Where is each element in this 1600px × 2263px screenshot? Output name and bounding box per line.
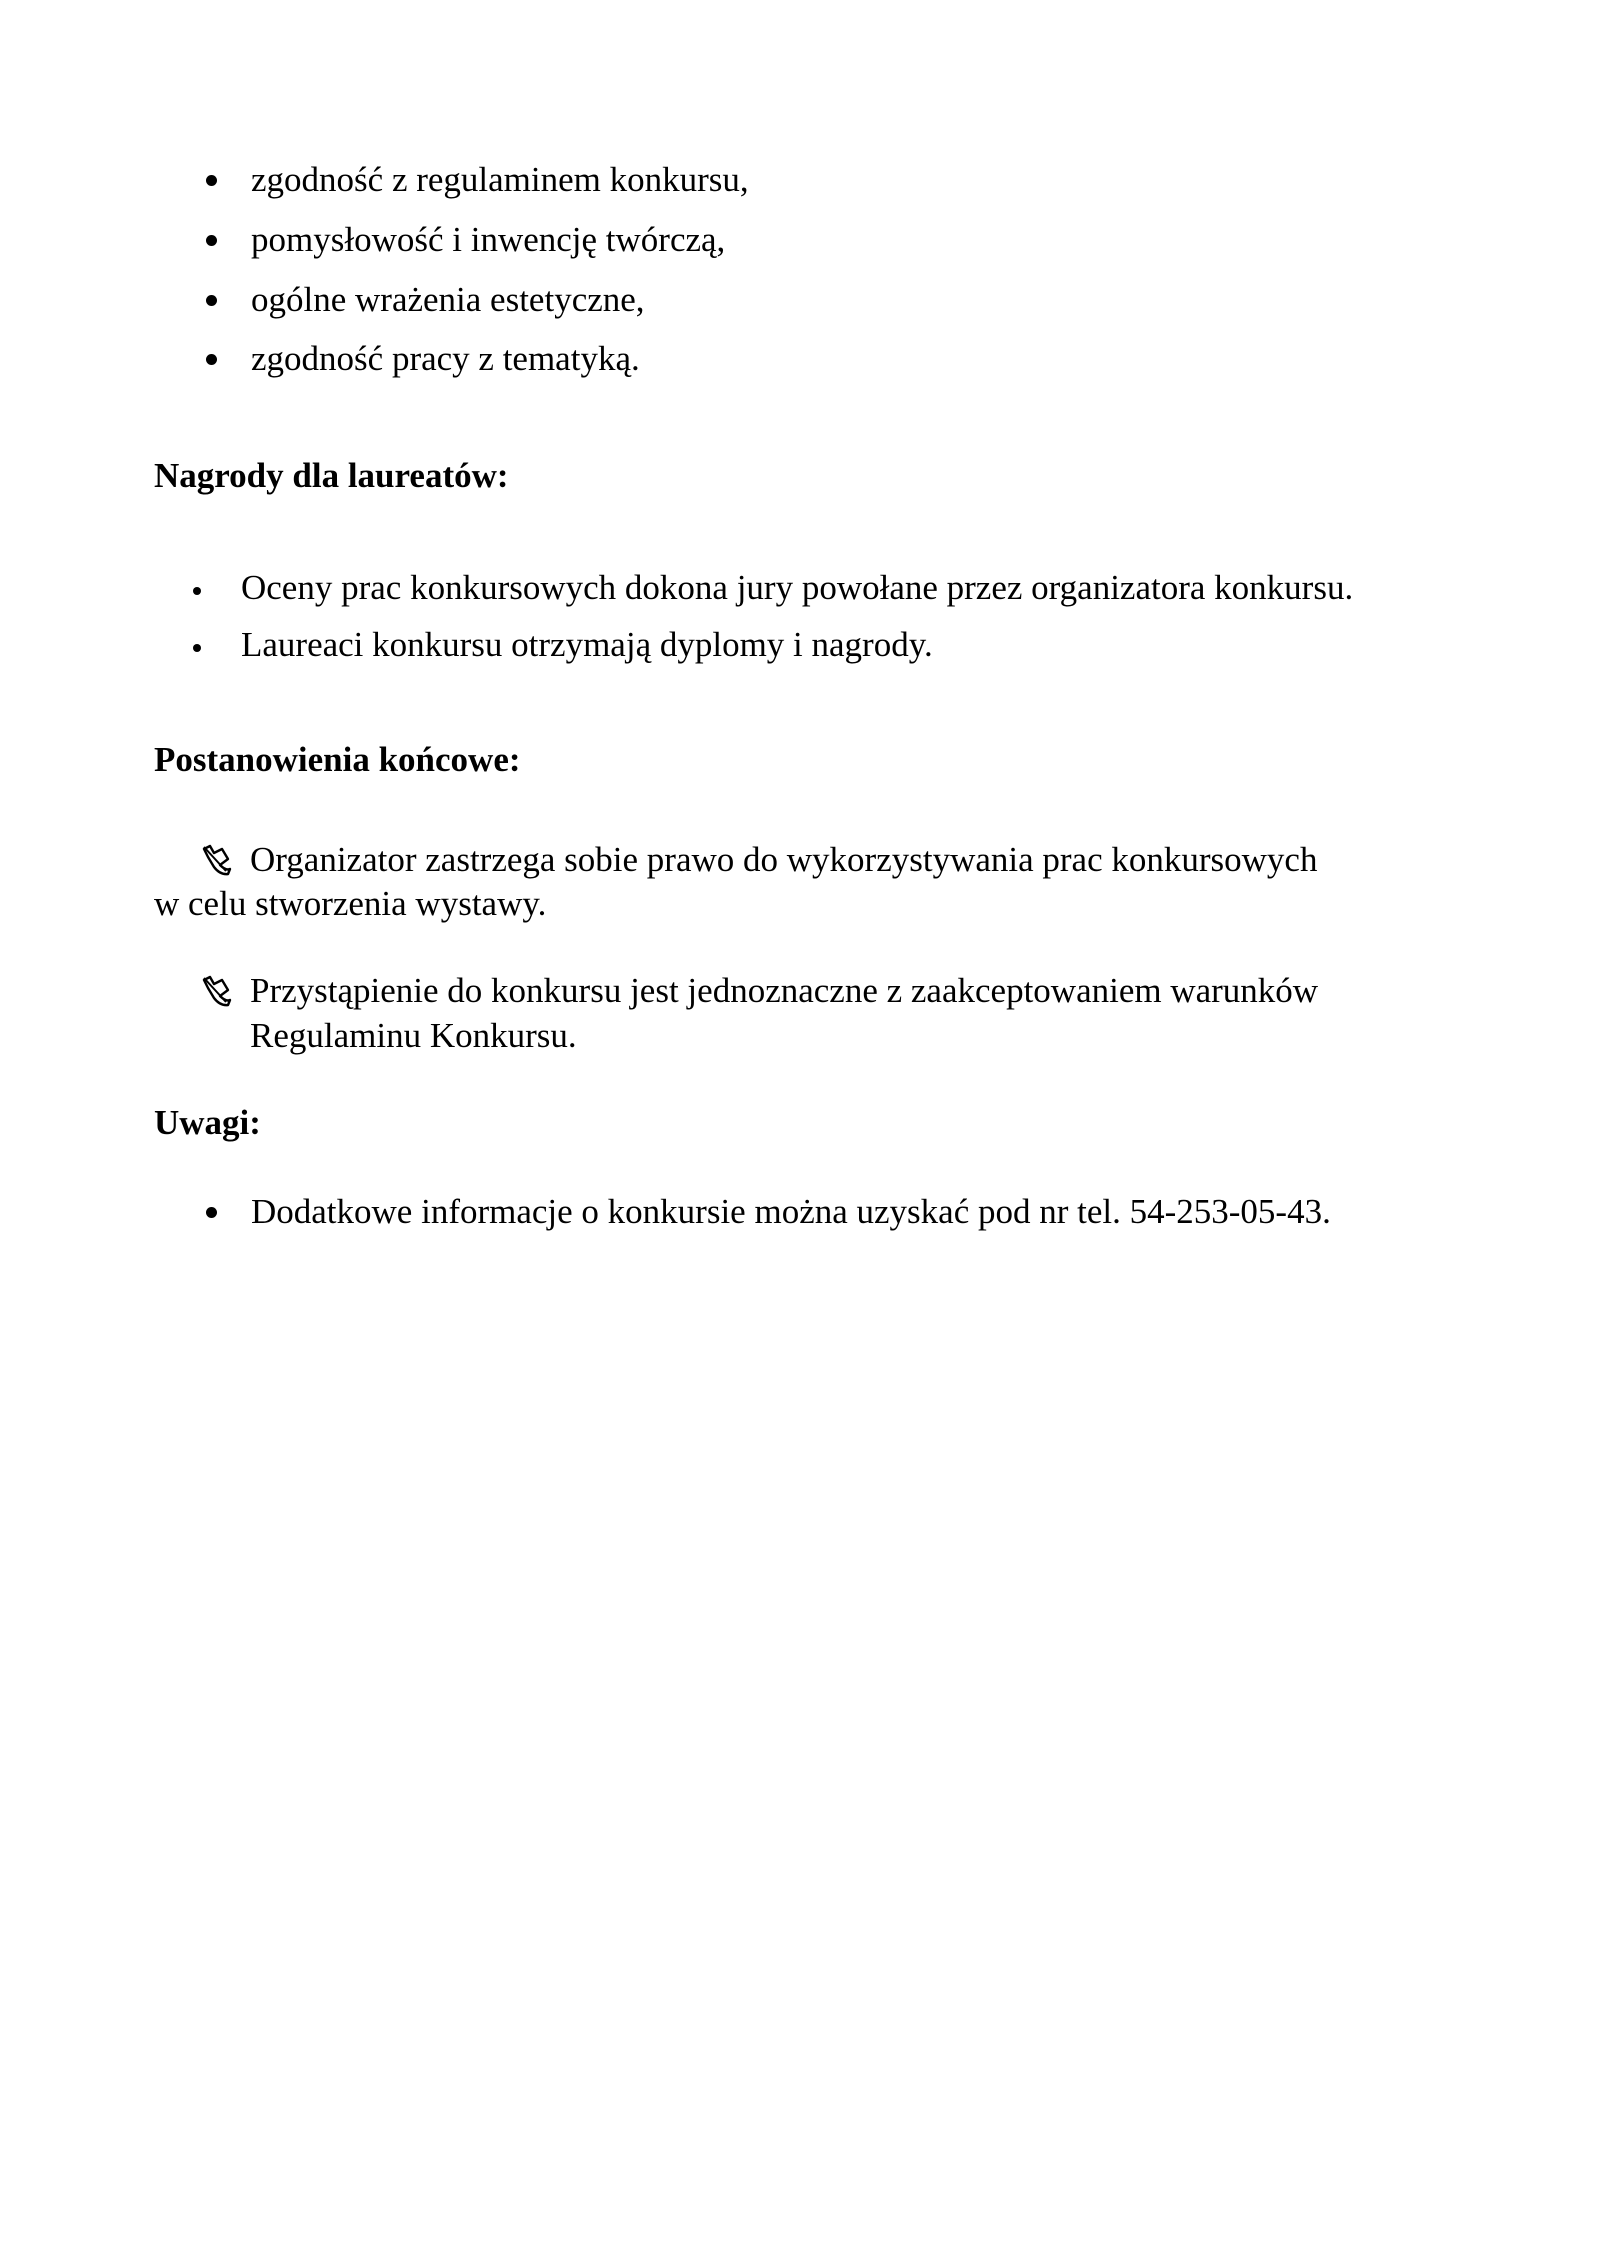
list-item: Laureaci konkursu otrzymają dyplomy i nagrody. bbox=[241, 625, 933, 664]
list-item: pomysłowość i inwencję twórczą, bbox=[251, 220, 726, 259]
bullet-icon bbox=[206, 1207, 217, 1218]
bullet-icon bbox=[206, 295, 217, 306]
list-item-line-1: Przystąpienie do konkursu jest jednoznaczne z zaakceptowaniem warunków bbox=[250, 971, 1319, 1010]
bullet-icon bbox=[206, 354, 217, 365]
bullet-icon bbox=[193, 587, 201, 595]
list-item: ogólne wrażenia estetyczne, bbox=[251, 280, 645, 319]
list-item: zgodność z regulaminem konkursu, bbox=[251, 160, 749, 199]
list-item: zgodność pracy z tematyką. bbox=[251, 339, 640, 378]
list-item-line-1: Organizator zastrzega sobie prawo do wykorzystywania prac konkursowych bbox=[250, 840, 1318, 879]
list-item-line-2: Regulaminu Konkursu. bbox=[250, 1016, 577, 1055]
list-item: Dodatkowe informacje o konkursie można uzyskać pod nr tel. 54-253-05-43. bbox=[251, 1192, 1331, 1231]
hand-pointing-icon bbox=[200, 974, 232, 1008]
bullet-icon bbox=[206, 175, 217, 186]
list-item-line-2: w celu stworzenia wystawy. bbox=[154, 884, 547, 923]
list-item: Oceny prac konkursowych dokona jury powołane przez organizatora konkursu. bbox=[241, 568, 1354, 607]
bullet-icon bbox=[206, 235, 217, 246]
section-heading-notes: Uwagi: bbox=[154, 1103, 261, 1142]
section-heading-prizes: Nagrody dla laureatów: bbox=[154, 456, 509, 495]
bullet-icon bbox=[193, 644, 201, 652]
section-heading-final-provisions: Postanowienia końcowe: bbox=[154, 740, 521, 779]
hand-pointing-icon bbox=[200, 843, 232, 877]
